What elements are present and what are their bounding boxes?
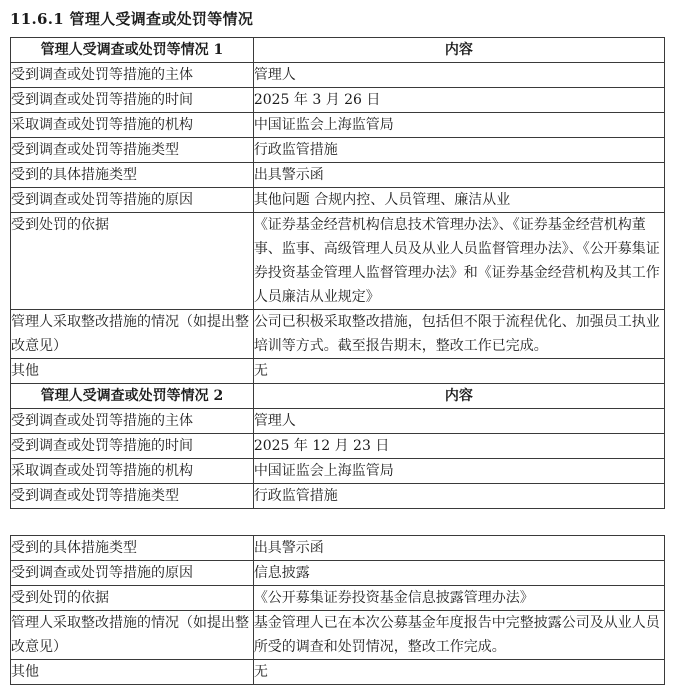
field-label-cell: 受到调查或处罚等措施类型 bbox=[11, 484, 254, 509]
field-label-cell: 受到处罚的依据 bbox=[11, 586, 254, 611]
table-row bbox=[11, 138, 665, 163]
field-value-cell: 行政监管措施 bbox=[253, 138, 664, 163]
field-value-cell: 2025 年 12 月 23 日 bbox=[253, 434, 664, 459]
field-value-cell: 基金管理人已在本次公募基金年度报告中完整披露公司及从业人员所受的调查和处罚情况，整改工作完成。 bbox=[253, 611, 664, 660]
field-value-cell: 公司已积极采取整改措施，包括但不限于流程优化、加强员工执业培训等方式。截至报告期末，整改工作已完成。 bbox=[253, 310, 664, 359]
table-row bbox=[11, 660, 665, 685]
table-row bbox=[11, 88, 665, 113]
table-row bbox=[11, 459, 665, 484]
field-label-cell: 受到调查或处罚等措施类型 bbox=[11, 138, 254, 163]
field-label-cell: 受到调查或处罚等措施的主体 bbox=[11, 63, 254, 88]
table-row bbox=[11, 113, 665, 138]
table-row bbox=[11, 310, 665, 359]
field-value-cell: 中国证监会上海监管局 bbox=[253, 113, 664, 138]
field-label-cell: 管理人采取整改措施的情况（如提出整改意见） bbox=[11, 611, 254, 660]
field-value-cell: 管理人 bbox=[253, 409, 664, 434]
table-header-content: 内容 bbox=[253, 38, 664, 63]
table1-header-row-1 bbox=[11, 38, 665, 63]
field-value-cell: 信息披露 bbox=[253, 561, 664, 586]
table-row bbox=[11, 163, 665, 188]
field-label-cell: 受到的具体措施类型 bbox=[11, 163, 254, 188]
field-label-cell: 采取调查或处罚等措施的机构 bbox=[11, 113, 254, 138]
table-row bbox=[11, 188, 665, 213]
field-value-cell: 中国证监会上海监管局 bbox=[253, 459, 664, 484]
table-header-label: 管理人受调查或处罚等情况 2 bbox=[11, 384, 254, 409]
field-label-cell: 受到调查或处罚等措施的时间 bbox=[11, 434, 254, 459]
field-label-cell: 采取调查或处罚等措施的机构 bbox=[11, 459, 254, 484]
table1-header-row-2 bbox=[11, 384, 665, 409]
field-label-cell: 受到调查或处罚等措施的原因 bbox=[11, 561, 254, 586]
section-title: 11.6.1 管理人受调查或处罚等情况 bbox=[10, 10, 254, 28]
table-row bbox=[11, 409, 665, 434]
table-row bbox=[11, 586, 665, 611]
field-value-cell: 行政监管措施 bbox=[253, 484, 664, 509]
field-label-cell: 管理人采取整改措施的情况（如提出整改意见） bbox=[11, 310, 254, 359]
field-label-cell: 受到调查或处罚等措施的时间 bbox=[11, 88, 254, 113]
penalty-table-2 bbox=[10, 535, 665, 685]
table-row bbox=[11, 484, 665, 509]
table-row bbox=[11, 536, 665, 561]
page-break-gap bbox=[10, 509, 666, 535]
table-row bbox=[11, 611, 665, 660]
field-label-cell: 其他 bbox=[11, 660, 254, 685]
field-value-cell: 出具警示函 bbox=[253, 163, 664, 188]
table-row bbox=[11, 213, 665, 310]
field-value-cell: 《公开募集证券投资基金信息披露管理办法》 bbox=[253, 586, 664, 611]
field-value-cell: 2025 年 3 月 26 日 bbox=[253, 88, 664, 113]
table-row bbox=[11, 561, 665, 586]
field-label-cell: 受到调查或处罚等措施的原因 bbox=[11, 188, 254, 213]
field-value-cell: 管理人 bbox=[253, 63, 664, 88]
table-header-label: 管理人受调查或处罚等情况 1 bbox=[11, 38, 254, 63]
field-value-cell: 无 bbox=[253, 660, 664, 685]
table-row bbox=[11, 63, 665, 88]
field-value-cell: 出具警示函 bbox=[253, 536, 664, 561]
field-value-cell: 无 bbox=[253, 359, 664, 384]
field-label-cell: 受到的具体措施类型 bbox=[11, 536, 254, 561]
field-value-cell: 《证券基金经营机构信息技术管理办法》、《证券基金经营机构董事、监事、高级管理人员及从业人员监督管理办法》、《公开募集证券投资基金管理人监督管理办法》和《证券基金经营机构及其工作人员廉洁从业规定》 bbox=[253, 213, 664, 310]
field-value-cell: 其他问题 合规内控、人员管理、廉洁从业 bbox=[253, 188, 664, 213]
table-header-content: 内容 bbox=[253, 384, 664, 409]
penalty-table-1 bbox=[10, 37, 665, 509]
field-label-cell: 受到处罚的依据 bbox=[11, 213, 254, 310]
field-label-cell: 受到调查或处罚等措施的主体 bbox=[11, 409, 254, 434]
table-row bbox=[11, 359, 665, 384]
field-label-cell: 其他 bbox=[11, 359, 254, 384]
table-row bbox=[11, 434, 665, 459]
